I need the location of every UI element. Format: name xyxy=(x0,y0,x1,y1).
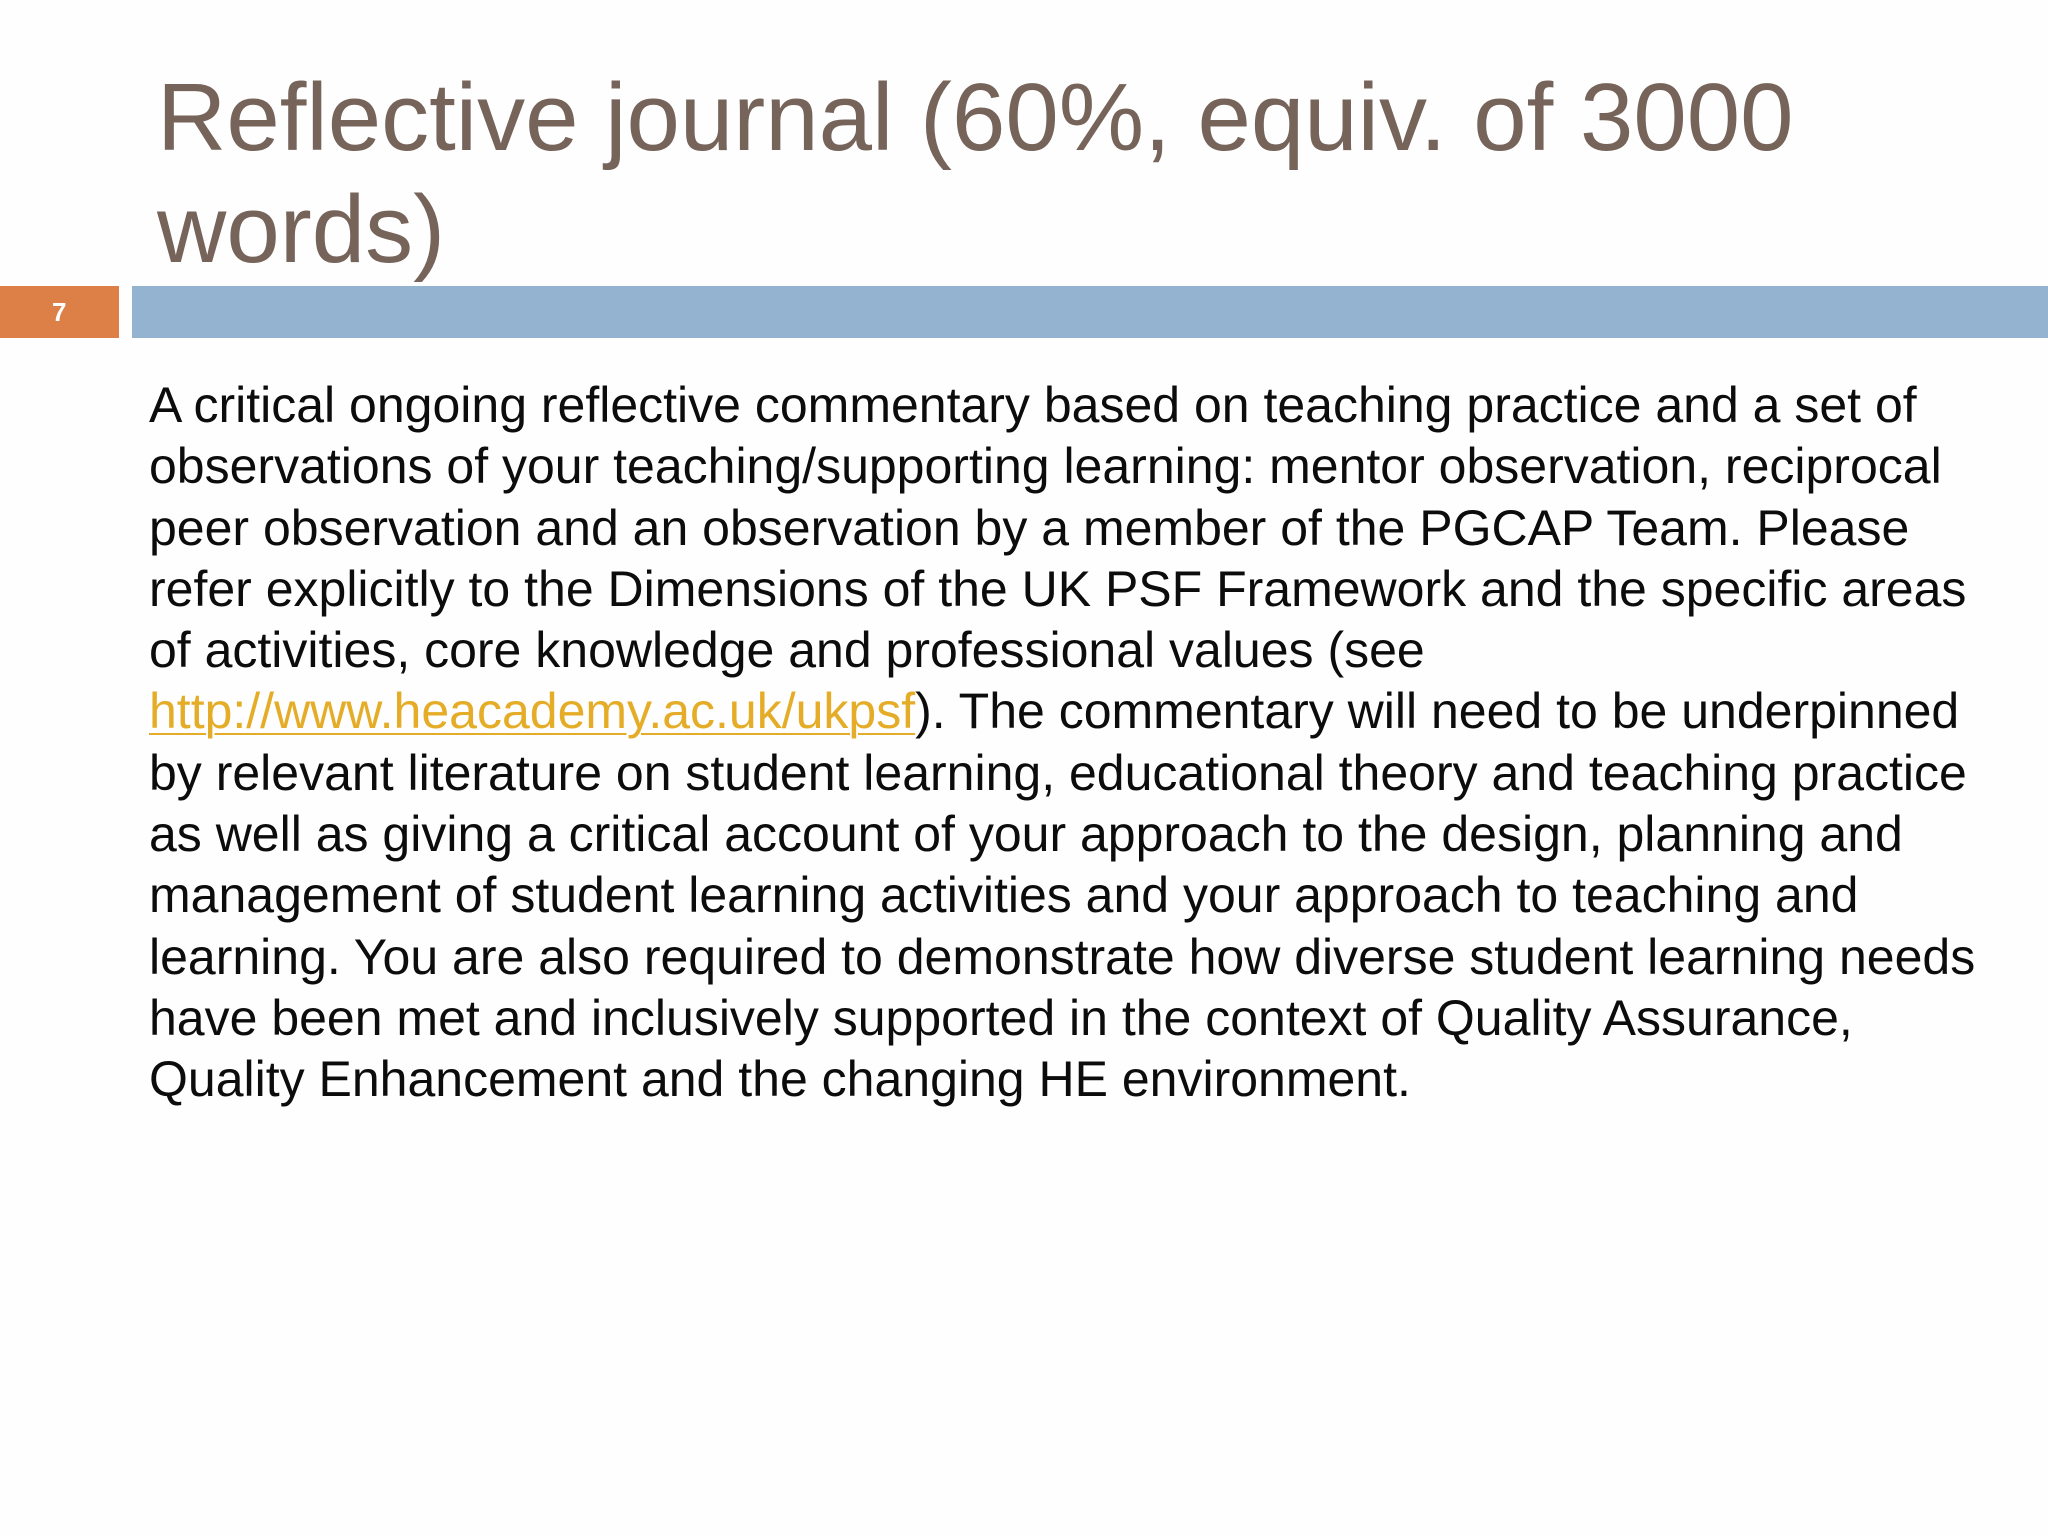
body-paragraph xyxy=(149,375,1989,1111)
slide-title: Reflective journal (60%, equiv. of 3000 words) xyxy=(157,64,1794,283)
body-text-part1: A critical ongoing reflective commentary based on teaching practice and a set of observations of your teaching/supporting learning: mentor observation, reciprocal peer observation and an observation by a member of the PGCAP Team. Please refer explicitly to the Dimensions of the UK PSF Framework and the specific areas of activities, core knowledge and professional values (see xyxy=(149,377,1967,679)
title-divider-bar xyxy=(132,286,2048,338)
body-text-part2: ). The commentary will need to be underpinned by relevant literature on student learning, educational theory and teaching practice as well as giving a critical account of your approach to the design, planning and management of student learning activities and your approach to teaching and learning. You are also required to demonstrate how diverse student learning needs have been met and inclusively supported in the context of Quality Assurance, Quality Enhancement and the changing HE environment. xyxy=(149,683,1976,1108)
slide-number-badge xyxy=(0,286,119,338)
slide-number: 7 xyxy=(52,297,67,327)
ukpsf-link[interactable]: http://www.heacademy.ac.uk/ukpsf xyxy=(149,683,916,740)
